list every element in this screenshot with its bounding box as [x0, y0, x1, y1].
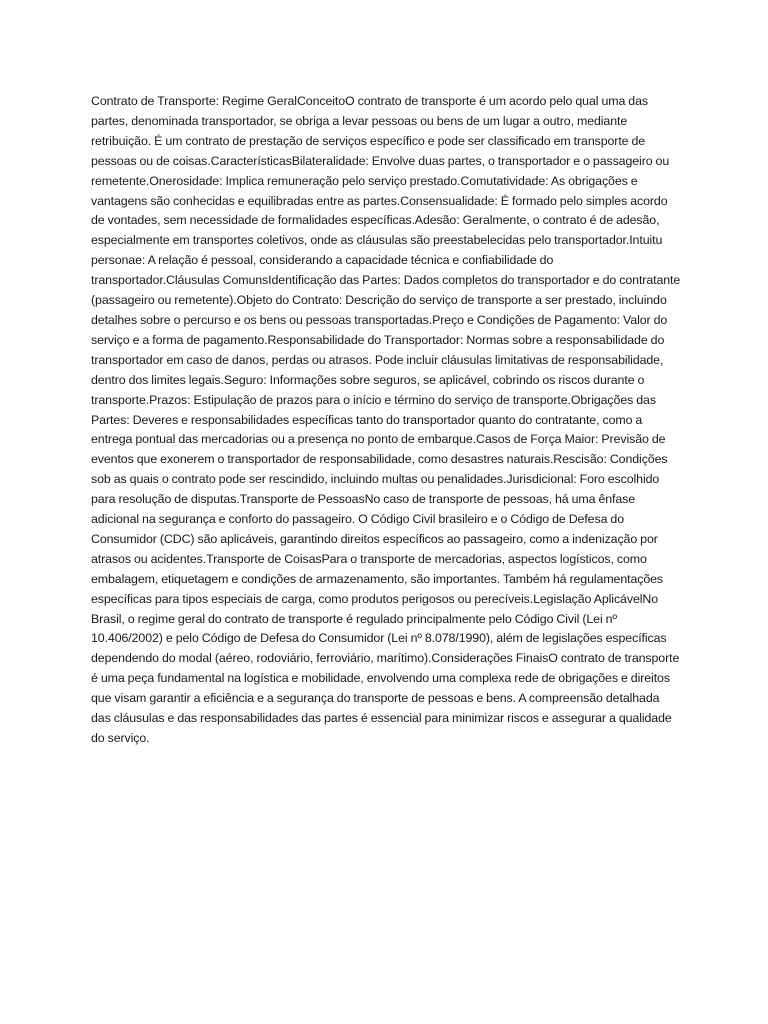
document-body-text: Contrato de Transporte: Regime GeralConceitoO contrato de transporte é um acordo pelo qual uma das partes, denominada transportador, se obriga a levar pessoas ou bens de um lugar a outro, mediante retribuição. É um contrato de prestação de serviços específico e pode ser classificado em transporte de pessoas ou de coisas.CaracterísticasBilateralidade: Envolve duas partes, o transportador e o passageiro ou remetente.Onerosidade: Implica remuneração pelo serviço prestado.Comutatividade: As obrigações e vantagens são conhecidas e equilibradas entre as partes.Consensualidade: É formado pelo simples acordo de vontades, sem necessidade de formalidades específicas.Adesão: Geralmente, o contrato é de adesão, especialmente em transportes coletivos, onde as cláusulas são preestabelecidas pelo transportador.Intuitu personae: A relação é pessoal, considerando a capacidade técnica e confiabilidade do transportador.Cláusulas ComunsIdentificação das Partes: Dados completos do transportador e do contratante (passageiro ou remetente).Objeto do Contrato: Descrição do serviço de transporte a ser prestado, incluindo detalhes sobre o percurso e os bens ou pessoas transportadas.Preço e Condições de Pagamento: Valor do serviço e a forma de pagamento.Responsabilidade do Transportador: Normas sobre a responsabilidade do transportador em caso de danos, perdas ou atrasos. Pode incluir cláusulas limitativas de responsabilidade, dentro dos limites legais.Seguro: Informações sobre seguros, se aplicável, cobrindo os riscos durante o transporte.Prazos: Estipulação de prazos para o início e término do serviço de transporte.Obrigações das Partes: Deveres e responsabilidades específicas tanto do transportador quanto do contratante, como a entrega pontual das mercadorias ou a presença no ponto de embarque.Casos de Força Maior: Previsão de eventos que exonerem o transportador de responsabilidade, como desastres naturais.Rescisão: Condições sob as quais o contrato pode ser rescindido, incluindo multas ou penalidades.Jurisdicional: Foro escolhido para resolução de disputas.Transporte de PessoasNo caso de transporte de pessoas, há uma ênfase adicional na segurança e conforto do passageiro. O Código Civil brasileiro e o Código de Defesa do Consumidor (CDC) são aplicáveis, garantindo direitos específicos ao passageiro, como a indenização por atrasos ou acidentes.Transporte de CoisasPara o transporte de mercadorias, aspectos logísticos, como embalagem, etiquetagem e condições de armazenamento, são importantes. Também há regulamentações específicas para tipos especiais de carga, como produtos perigosos ou perecíveis.Legislação AplicávelNo Brasil, o regime geral do contrato de transporte é regulado principalmente pelo Código Civil (Lei nº 10.406/2002) e pelo Código de Defesa do Consumidor (Lei nº 8.078/1990), além de legislações específicas dependendo do modal (aéreo, rodoviário, ferroviário, marítimo).Considerações FinaisO contrato de transporte é uma peça fundamental na logística e mobilidade, envolvendo uma complexa rede de obrigações e direitos que visam garantir a eficiência e a segurança do transporte de pessoas e bens. A compreensão detalhada das cláusulas e das responsabilidades das partes é essencial para minimizar riscos e assegurar a qualidade do serviço. — [91, 94, 681, 745]
